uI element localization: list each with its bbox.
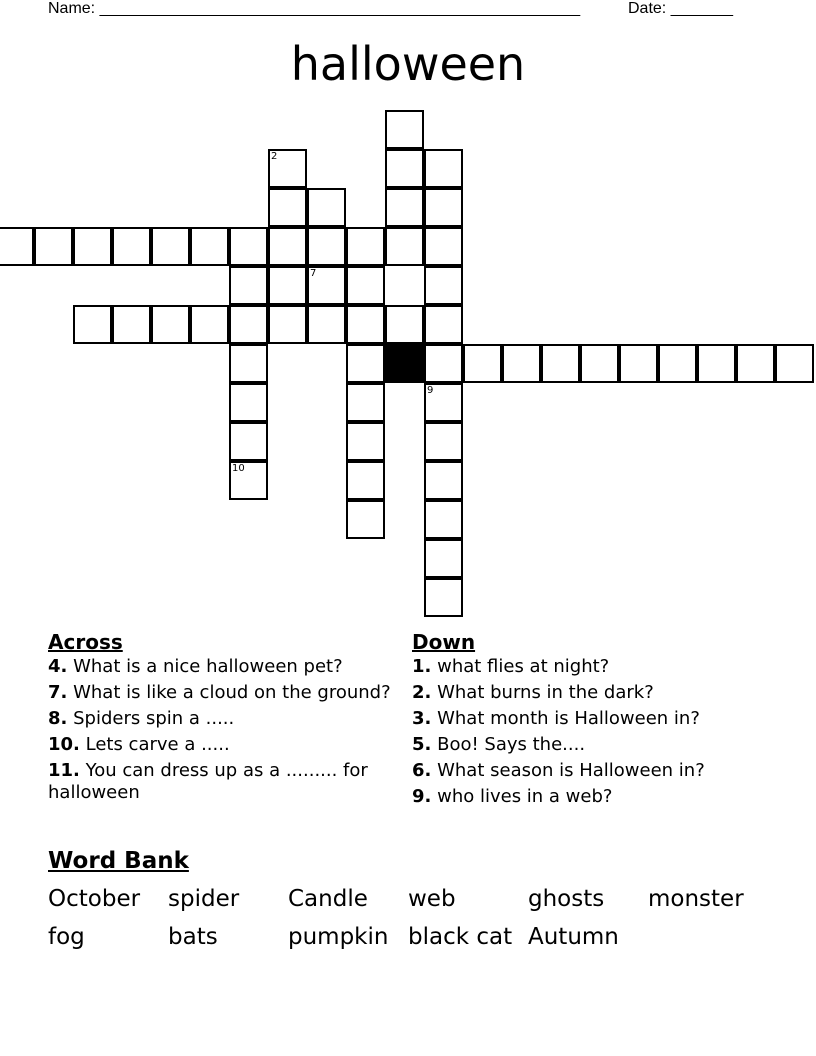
grid-cell[interactable] bbox=[229, 461, 268, 500]
grid-cell[interactable] bbox=[229, 383, 268, 422]
grid-cell[interactable] bbox=[424, 344, 463, 383]
grid-cell[interactable] bbox=[229, 344, 268, 383]
grid-cell[interactable] bbox=[346, 500, 385, 539]
clue-number: 10 bbox=[232, 463, 245, 474]
grid-cell[interactable] bbox=[658, 344, 697, 383]
grid-cell[interactable] bbox=[307, 266, 346, 305]
grid-cell[interactable] bbox=[424, 149, 463, 188]
down-heading: Down bbox=[412, 630, 476, 654]
puzzle-title: halloween bbox=[290, 37, 526, 91]
clue-text: Boo! Says the.... bbox=[431, 734, 586, 755]
grid-cell[interactable] bbox=[346, 266, 385, 305]
grid-cell[interactable] bbox=[385, 227, 424, 266]
grid-cell[interactable] bbox=[0, 227, 34, 266]
grid-cell[interactable] bbox=[736, 344, 775, 383]
clue-number-label: 2. bbox=[412, 682, 432, 703]
grid-cell[interactable] bbox=[346, 227, 385, 266]
grid-cell[interactable] bbox=[424, 461, 463, 500]
clue-text: What burns in the dark? bbox=[431, 682, 654, 703]
grid-cell[interactable] bbox=[346, 344, 385, 383]
grid-cell[interactable] bbox=[424, 383, 463, 422]
clue-number-label: 1. bbox=[412, 656, 432, 677]
grid-cell[interactable] bbox=[112, 305, 151, 344]
grid-cell[interactable] bbox=[307, 305, 346, 344]
clue-number-label: 10. bbox=[48, 734, 80, 755]
down-clue bbox=[412, 786, 772, 808]
grid-cell[interactable] bbox=[697, 344, 736, 383]
across-clue-list bbox=[48, 656, 398, 804]
grid-cell[interactable] bbox=[346, 422, 385, 461]
grid-cell[interactable] bbox=[463, 344, 502, 383]
clue-number: 7 bbox=[310, 268, 317, 279]
grid-cell[interactable] bbox=[112, 227, 151, 266]
down-clue bbox=[412, 760, 772, 782]
grid-cell[interactable] bbox=[151, 305, 190, 344]
grid-cell[interactable] bbox=[385, 305, 424, 344]
across-clue bbox=[48, 708, 398, 730]
word-bank-word: web bbox=[408, 886, 456, 912]
down-clues bbox=[412, 630, 772, 812]
word-bank-word: spider bbox=[168, 886, 240, 912]
grid-cell[interactable] bbox=[268, 227, 307, 266]
word-bank-word: Autumn bbox=[528, 924, 619, 950]
grid-cell[interactable] bbox=[424, 305, 463, 344]
clue-number-label: 8. bbox=[48, 708, 68, 729]
grid-cell[interactable] bbox=[580, 344, 619, 383]
clue-number-label: 6. bbox=[412, 760, 432, 781]
grid-cell[interactable] bbox=[385, 110, 424, 149]
grid-cell[interactable] bbox=[229, 422, 268, 461]
grid-cell[interactable] bbox=[385, 188, 424, 227]
grid-cell[interactable] bbox=[307, 227, 346, 266]
grid-cell[interactable] bbox=[424, 188, 463, 227]
clue-text: What is like a cloud on the ground? bbox=[67, 682, 391, 703]
word-bank-word: black cat bbox=[408, 924, 513, 950]
clue-text: What is a nice halloween pet? bbox=[67, 656, 343, 677]
grid-cell[interactable] bbox=[268, 266, 307, 305]
clue-text: What season is Halloween in? bbox=[431, 760, 705, 781]
grid-cell[interactable] bbox=[268, 149, 307, 188]
grid-cell[interactable] bbox=[385, 149, 424, 188]
grid-cell[interactable] bbox=[229, 305, 268, 344]
clue-text: Spiders spin a ..... bbox=[67, 708, 235, 729]
clue-number-label: 9. bbox=[412, 786, 432, 807]
clue-number-label: 4. bbox=[48, 656, 68, 677]
grid-cell[interactable] bbox=[541, 344, 580, 383]
across-clue bbox=[48, 656, 398, 678]
down-clue bbox=[412, 708, 772, 730]
grid-cell-black bbox=[385, 344, 424, 383]
clue-number-label: 3. bbox=[412, 708, 432, 729]
clue-text: who lives in a web? bbox=[431, 786, 613, 807]
grid-cell[interactable] bbox=[307, 188, 346, 227]
clue-number-label: 5. bbox=[412, 734, 432, 755]
grid-cell[interactable] bbox=[775, 344, 814, 383]
down-clue bbox=[412, 734, 772, 756]
down-clue-list bbox=[412, 656, 772, 808]
clue-text: Lets carve a ..... bbox=[79, 734, 230, 755]
across-clues bbox=[48, 630, 398, 808]
word-bank-word: monster bbox=[648, 886, 744, 912]
grid-cell[interactable] bbox=[619, 344, 658, 383]
word-bank-word: October bbox=[48, 886, 141, 912]
name-field-label: Name: ______________________________________________________ bbox=[48, 0, 581, 17]
grid-cell[interactable] bbox=[346, 383, 385, 422]
down-clue bbox=[412, 682, 772, 704]
word-bank-word: fog bbox=[48, 924, 85, 950]
grid-cell[interactable] bbox=[268, 188, 307, 227]
grid-cell[interactable] bbox=[190, 227, 229, 266]
across-clue bbox=[48, 760, 398, 804]
clue-number-label: 11. bbox=[48, 760, 80, 781]
grid-cell[interactable] bbox=[424, 500, 463, 539]
grid-cell[interactable] bbox=[502, 344, 541, 383]
grid-cell[interactable] bbox=[424, 578, 463, 617]
word-bank-word: pumpkin bbox=[288, 924, 389, 950]
word-bank-heading: Word Bank bbox=[48, 848, 189, 874]
clue-number-label: 7. bbox=[48, 682, 68, 703]
clue-text: What month is Halloween in? bbox=[431, 708, 700, 729]
down-clue bbox=[412, 656, 772, 678]
grid-cell[interactable] bbox=[346, 305, 385, 344]
word-bank-word: bats bbox=[168, 924, 218, 950]
grid-cell[interactable] bbox=[424, 539, 463, 578]
across-clue bbox=[48, 734, 398, 756]
across-heading: Across bbox=[48, 630, 123, 654]
clue-number: 2 bbox=[271, 151, 278, 162]
grid-cell[interactable] bbox=[73, 305, 112, 344]
grid-cell[interactable] bbox=[346, 461, 385, 500]
grid-cell[interactable] bbox=[73, 227, 112, 266]
across-clue bbox=[48, 682, 398, 704]
grid-cell[interactable] bbox=[151, 227, 190, 266]
grid-cell[interactable] bbox=[424, 227, 463, 266]
clue-text: what flies at night? bbox=[431, 656, 610, 677]
grid-cell[interactable] bbox=[268, 305, 307, 344]
grid-cell[interactable] bbox=[229, 227, 268, 266]
clue-number: 9 bbox=[427, 385, 434, 396]
word-bank-word: Candle bbox=[288, 886, 368, 912]
clue-text: You can dress up as a ......... for halloween bbox=[48, 760, 368, 803]
grid-cell[interactable] bbox=[424, 266, 463, 305]
grid-cell[interactable] bbox=[34, 227, 73, 266]
word-bank-word: ghosts bbox=[528, 886, 605, 912]
grid-cell[interactable] bbox=[190, 305, 229, 344]
grid-cell[interactable] bbox=[424, 422, 463, 461]
grid-cell[interactable] bbox=[229, 266, 268, 305]
date-field-label: Date: _______ bbox=[628, 0, 733, 17]
